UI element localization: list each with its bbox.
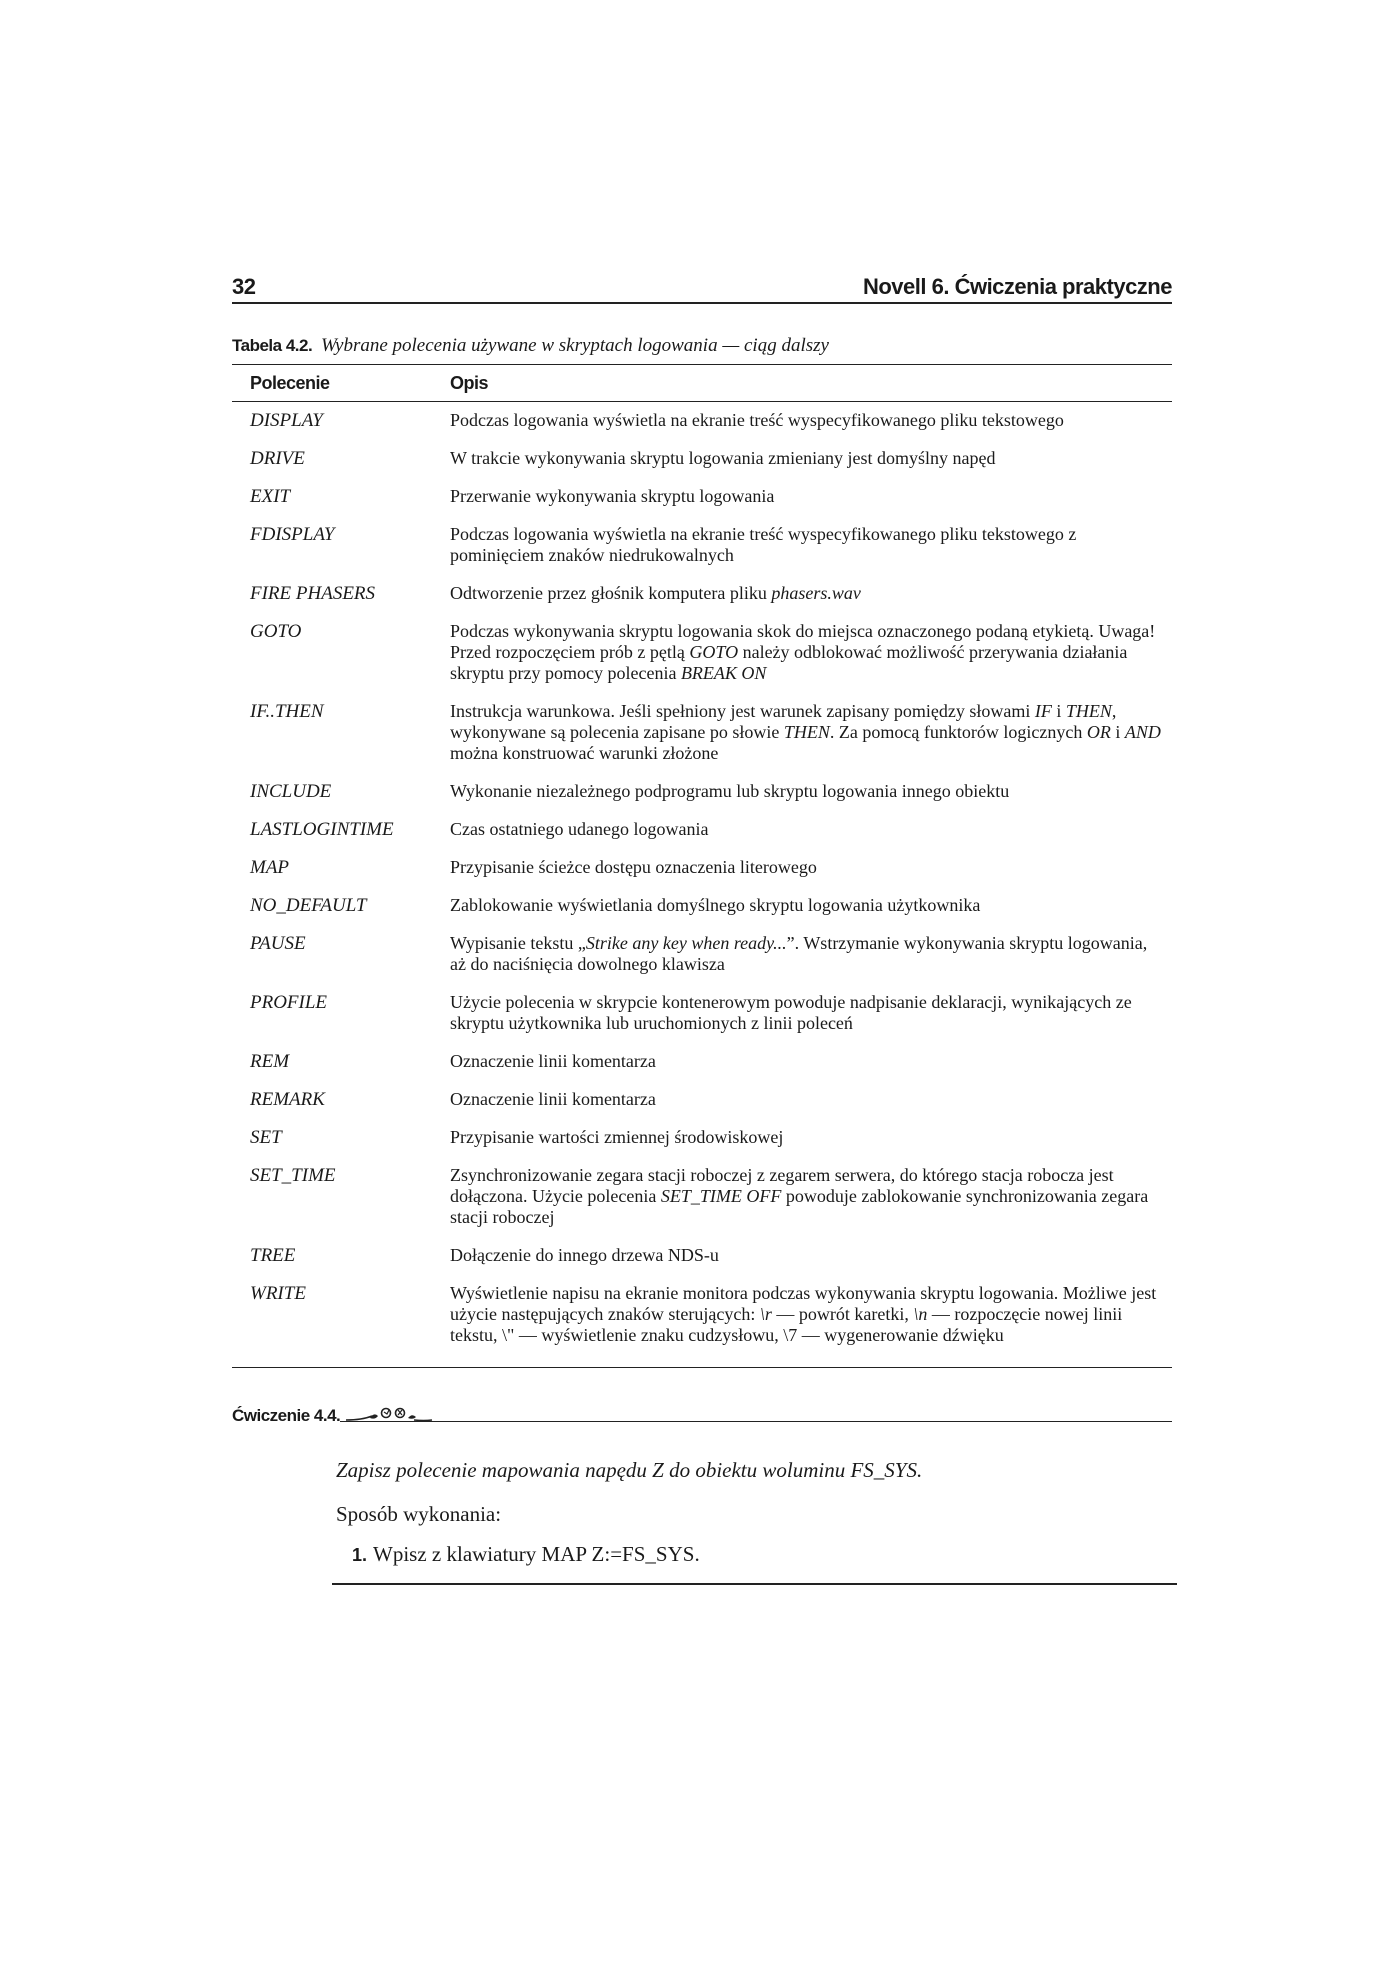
column-header-description: Opis — [450, 372, 489, 393]
table-row — [232, 1127, 1172, 1148]
description-cell — [450, 486, 1172, 507]
book-title: Novell 6. Ćwiczenia praktyczne — [862, 274, 1172, 299]
page-number: 32 — [232, 274, 256, 299]
table-row — [232, 895, 1172, 916]
description-cell — [450, 992, 1172, 1034]
inline-text: Podczas wykonywania skryptu logowania skok do miejsca oznaczonego podaną etykietą. Uwaga! Przed rozpoczęciem prób z pętlą — [450, 621, 1156, 662]
description-cell — [450, 583, 1172, 604]
table-row — [232, 486, 1172, 507]
inline-text: należy odblokować możliwość przerywania działania skryptu przy pomocy polecenia — [450, 642, 1128, 683]
inline-text: i — [1110, 722, 1125, 742]
exercise-body — [336, 1456, 1172, 1569]
table-row — [232, 1051, 1172, 1072]
inline-italic-text: \n — [913, 1304, 928, 1324]
description-cell — [450, 1245, 1172, 1266]
step-number: 1. — [352, 1545, 368, 1565]
decorative-ornament-icon — [344, 1404, 434, 1424]
inline-text: Odtworzenie przez głośnik komputera pliku — [450, 583, 772, 603]
inline-italic-text: MAP Z:=FS_SYS — [541, 1542, 695, 1566]
inline-text: Przypisanie ścieżce dostępu oznaczenia literowego — [450, 857, 817, 877]
command-cell: GOTO — [250, 621, 302, 642]
inline-italic-text: BREAK ON — [680, 663, 767, 683]
description-cell — [450, 1165, 1172, 1228]
description-cell — [450, 1051, 1172, 1072]
inline-italic-text: phasers.wav — [771, 583, 861, 603]
command-cell: INCLUDE — [250, 781, 332, 802]
description-cell — [450, 410, 1172, 431]
inline-text: . — [694, 1542, 700, 1566]
table-row — [232, 1089, 1172, 1110]
command-cell: REMARK — [250, 1089, 325, 1110]
table-row — [232, 701, 1172, 764]
inline-italic-text: IF — [1034, 701, 1052, 721]
command-cell: TREE — [250, 1245, 296, 1266]
inline-text: — powrót karetki, — [771, 1304, 914, 1324]
description-cell — [450, 524, 1172, 566]
inline-text: Zsynchronizowanie zegara stacji roboczej z zegarem serwera, do którego stacja robocza jest dołączona. Użycie polecenia — [450, 1165, 1114, 1206]
command-cell: DRIVE — [250, 448, 305, 469]
command-cell: WRITE — [250, 1283, 306, 1304]
command-cell: REM — [250, 1051, 290, 1072]
inline-text: Oznaczenie linii komentarza — [450, 1089, 656, 1109]
command-cell: MAP — [250, 857, 290, 878]
command-cell: DISPLAY — [250, 410, 323, 431]
inline-text: Przerwanie wykonywania skryptu logowania — [450, 486, 775, 506]
inline-text: można konstruować warunki złożone — [450, 743, 719, 763]
inline-text: W trakcie wykonywania skryptu logowania zmieniany jest domyślny napęd — [450, 448, 996, 468]
table-caption-text: Wybrane polecenia używane w skryptach logowania — ciąg dalszy — [320, 335, 829, 356]
exercise-label: Ćwiczenie 4.4. — [232, 1406, 341, 1425]
inline-text: . Za pomocą funktorów logicznych — [829, 722, 1087, 742]
inline-italic-text: GOTO — [689, 642, 739, 662]
column-header-command: Polecenie — [250, 372, 330, 393]
table-row — [232, 524, 1172, 566]
inline-text: — rozpoczęcie nowej linii tekstu, \" — wyświetlenie znaku cudzysłowu, \7 — wygenerowanie dźwięku — [450, 1304, 1123, 1345]
exercise-steps — [336, 1540, 1172, 1569]
description-cell — [450, 781, 1172, 802]
table-row — [232, 933, 1172, 975]
table-caption — [232, 334, 1172, 358]
table-header-row — [232, 365, 1172, 402]
command-cell: IF..THEN — [250, 701, 324, 722]
inline-text: , wykonywane są polecenia zapisane po słowie — [450, 701, 1117, 742]
table-row — [232, 583, 1172, 604]
exercise-rule — [340, 1401, 1172, 1422]
commands-table — [232, 364, 1172, 1368]
inline-text: Wpisz z klawiatury — [373, 1542, 542, 1566]
inline-italic-text: SET_TIME OFF — [660, 1186, 782, 1206]
inline-text: Wypisanie tekstu „ — [450, 933, 586, 953]
book-page — [232, 270, 1172, 1585]
exercise-step — [352, 1540, 1172, 1569]
inline-text: Czas ostatniego udanego logowania — [450, 819, 709, 839]
running-header — [232, 270, 1172, 304]
exercise-method-label: Sposób wykonania: — [336, 1502, 502, 1526]
inline-italic-text: AND — [1124, 722, 1161, 742]
description-cell — [450, 933, 1172, 975]
inline-text: Zablokowanie wyświetlania domyślnego skryptu logowania użytkownika — [450, 895, 981, 915]
table-row — [232, 781, 1172, 802]
description-cell — [450, 621, 1172, 684]
table-row — [232, 448, 1172, 469]
table-row — [232, 1245, 1172, 1266]
table-caption-label: Tabela 4.2. — [232, 336, 313, 355]
exercise-task: Zapisz polecenie mapowania napędu Z do obiektu woluminu FS_SYS. — [336, 1458, 923, 1482]
table-row — [232, 819, 1172, 840]
description-cell — [450, 701, 1172, 764]
inline-text: Przypisanie wartości zmiennej środowiskowej — [450, 1127, 784, 1147]
inline-text: ”. Wstrzymanie wykonywania skryptu logowania, aż do naciśnięcia dowolnego klawisza — [450, 933, 1148, 974]
command-cell: NO_DEFAULT — [250, 895, 367, 916]
table-row — [232, 992, 1172, 1034]
inline-italic-text: THEN — [1065, 701, 1112, 721]
command-cell: FIRE PHASERS — [250, 583, 376, 604]
inline-italic-text: OR — [1086, 722, 1111, 742]
inline-italic-text: \r — [759, 1304, 772, 1324]
inline-italic-text: THEN — [783, 722, 830, 742]
description-cell — [450, 448, 1172, 469]
inline-text: Oznaczenie linii komentarza — [450, 1051, 656, 1071]
description-cell — [450, 895, 1172, 916]
inline-text: Dołączenie do innego drzewa NDS-u — [450, 1245, 719, 1265]
inline-text: Podczas logowania wyświetla na ekranie treść wyspecyfikowanego pliku tekstowego — [450, 410, 1064, 430]
command-cell: EXIT — [250, 486, 291, 507]
table-row — [232, 857, 1172, 878]
inline-text: Wykonanie niezależnego podprogramu lub skryptu logowania innego obiektu — [450, 781, 1010, 801]
inline-text: Użycie polecenia w skrypcie kontenerowym powoduje nadpisanie deklaracji, wynikających ze skryptu użytkownika lub uruchomionych z linii poleceń — [450, 992, 1132, 1033]
table-row — [232, 1283, 1172, 1346]
inline-text: Instrukcja warunkowa. Jeśli spełniony jest warunek zapisany pomiędzy słowami — [450, 701, 1035, 721]
command-cell: SET — [250, 1127, 282, 1148]
table-row — [232, 1165, 1172, 1228]
command-cell: PAUSE — [250, 933, 306, 954]
table-row — [232, 621, 1172, 684]
description-cell — [450, 857, 1172, 878]
inline-text: Podczas logowania wyświetla na ekranie treść wyspecyfikowanego pliku tekstowego z pominięciem znaków niedrukowalnych — [450, 524, 1077, 565]
command-cell: PROFILE — [250, 992, 328, 1013]
inline-text: i — [1051, 701, 1066, 721]
description-cell — [450, 1089, 1172, 1110]
inline-text: powoduje zablokowanie synchronizowania zegara stacji roboczej — [450, 1186, 1149, 1227]
description-cell — [450, 1283, 1172, 1346]
command-cell: SET_TIME — [250, 1165, 336, 1186]
inline-text: Wyświetlenie napisu na ekranie monitora podczas wykonywania skryptu logowania. Możliwe jest użycie następujących znaków sterujących: — [450, 1283, 1157, 1324]
section-end-rule — [332, 1583, 1177, 1585]
table-body — [232, 402, 1172, 1367]
description-cell — [450, 1127, 1172, 1148]
command-cell: FDISPLAY — [250, 524, 335, 545]
exercise-heading — [232, 1400, 1172, 1426]
table-row — [232, 410, 1172, 431]
description-cell — [450, 819, 1172, 840]
inline-italic-text: Strike any key when ready... — [585, 933, 787, 953]
command-cell: LASTLOGINTIME — [250, 819, 394, 840]
